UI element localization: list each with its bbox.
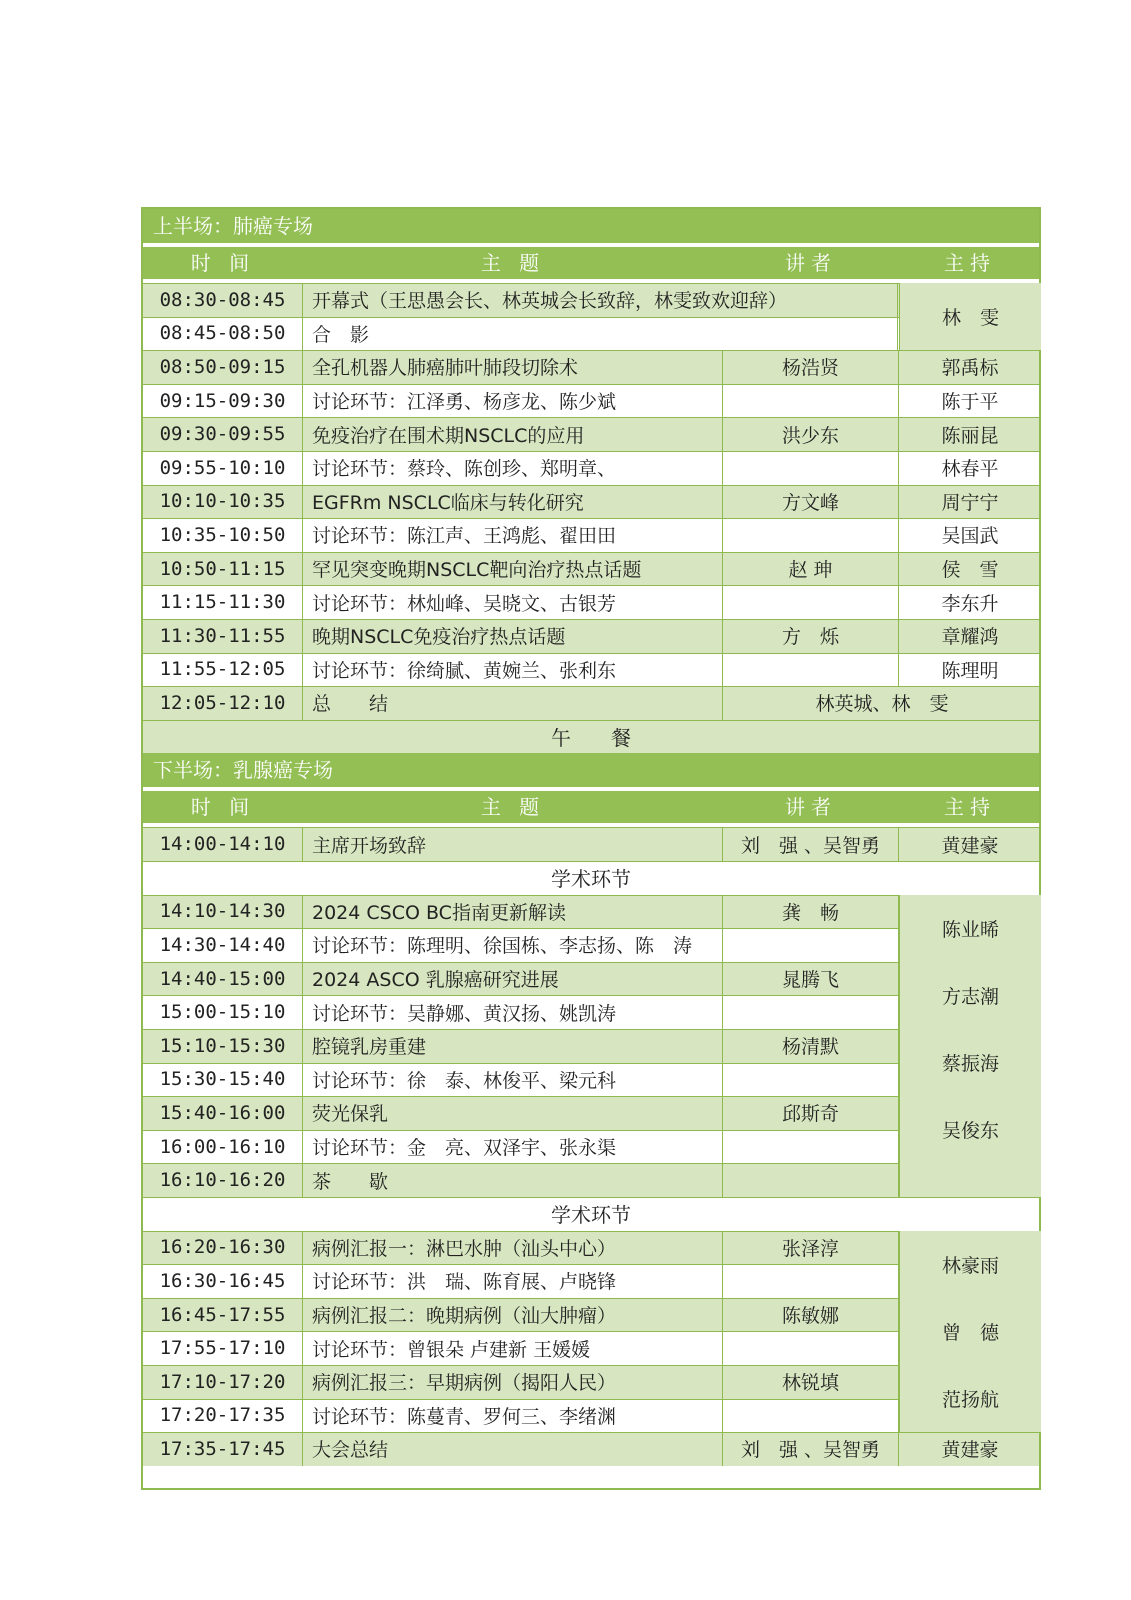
lunch-break: 午 餐 [143, 720, 1039, 754]
row-host: 陈丽昆 [941, 424, 999, 447]
row-time: 08:50-09:15 [143, 350, 303, 384]
row-speaker [723, 1264, 899, 1298]
row-divider [143, 485, 1039, 486]
row-topic: 讨论环节：蔡玲、陈创珍、郑明章、 [303, 451, 723, 485]
row-topic: 合 影 [303, 317, 898, 351]
row-time: 11:15-11:30 [143, 585, 303, 619]
row-speaker [723, 451, 899, 485]
host-block: 曾 德 [899, 1298, 1041, 1365]
row-speaker: 林英城、林 雯 [815, 693, 949, 716]
row-host: 周宁宁 [941, 491, 999, 514]
row-time: 11:30-11:55 [143, 619, 303, 653]
row-speaker: 张泽淳 [723, 1231, 899, 1265]
row-speaker [723, 1163, 899, 1197]
row-time: 09:15-09:30 [143, 384, 303, 418]
row-time: 14:30-14:40 [143, 928, 303, 962]
row-speaker: 杨浩贤 [723, 350, 899, 384]
row-time: 14:10-14:30 [143, 895, 303, 929]
row-topic: 荧光保乳 [303, 1096, 723, 1130]
row-speaker: 陈敏娜 [723, 1298, 899, 1332]
row-time: 16:20-16:30 [143, 1231, 303, 1265]
row-topic: 讨论环节：洪 瑞、陈育展、卢晓锋 [303, 1264, 723, 1298]
column-header-row [143, 247, 1039, 279]
row-divider [143, 451, 1039, 452]
row-topic: 总 结 [303, 686, 723, 720]
row-speaker: 洪少东 [723, 417, 899, 451]
column-header-row [143, 791, 1039, 823]
row-speaker [723, 1331, 899, 1365]
host-block: 蔡振海 [899, 1029, 1041, 1096]
row-time: 15:10-15:30 [143, 1029, 303, 1063]
row-time: 12:05-12:10 [143, 686, 303, 720]
row-divider [143, 1197, 1039, 1198]
row-speaker: 晁腾飞 [723, 962, 899, 996]
agenda-row [143, 686, 1039, 720]
row-speaker [723, 1399, 899, 1433]
row-speaker: 杨清默 [723, 1029, 899, 1063]
row-topic: 开幕式（王思愚会长、林英城会长致辞，林雯致欢迎辞） [303, 283, 898, 317]
row-topic: 讨论环节：陈江声、王鸿彪、翟田田 [303, 518, 723, 552]
row-time: 16:10-16:20 [143, 1163, 303, 1197]
row-topic: 讨论环节：徐绮腻、黄婉兰、张利东 [303, 653, 723, 687]
row-time: 11:55-12:05 [143, 653, 303, 687]
row-divider [143, 350, 1039, 351]
row-topic: 晚期NSCLC免疫治疗热点话题 [303, 619, 723, 653]
row-topic: 主席开场致辞 [303, 827, 723, 861]
host-block: 陈业晞 [899, 895, 1041, 962]
row-time: 10:50-11:15 [143, 552, 303, 586]
row-speaker [723, 384, 899, 418]
row-topic: 讨论环节：江泽勇、杨彦龙、陈少斌 [303, 384, 723, 418]
row-topic: 讨论环节：金 亮、双泽宇、张永渠 [303, 1130, 723, 1164]
row-divider [143, 720, 1039, 721]
column-time: 时 间 [190, 795, 256, 820]
row-topic: 腔镜乳房重建 [303, 1029, 723, 1063]
row-host: 陈于平 [941, 391, 999, 414]
agenda-row [143, 384, 1039, 418]
row-speaker: 刘 强 、吴智勇 [723, 827, 899, 861]
row-speaker: 方文峰 [723, 485, 899, 519]
row-time: 17:10-17:20 [143, 1365, 303, 1399]
row-time: 17:35-17:45 [143, 1432, 303, 1466]
row-host: 郭禹标 [941, 357, 999, 380]
host-block-empty [899, 1163, 1041, 1197]
row-time: 17:20-17:35 [143, 1399, 303, 1433]
row-speaker: 赵 珅 [723, 552, 899, 586]
row-speaker [723, 928, 899, 962]
row-time: 10:35-10:50 [143, 518, 303, 552]
row-topic: 病例汇报三：早期病例（揭阳人民） [303, 1365, 723, 1399]
row-time: 14:00-14:10 [143, 827, 303, 861]
host-block: 范扬航 [899, 1365, 1041, 1432]
row-topic: 讨论环节：吴静娜、黄汉扬、姚凯涛 [303, 995, 723, 1029]
row-host: 黄建豪 [941, 1439, 999, 1462]
agenda-row [143, 827, 1039, 861]
row-host: 黄建豪 [941, 834, 999, 857]
row-speaker [723, 1063, 899, 1097]
section-title: 上半场：肺癌专场 [143, 209, 1039, 243]
row-host: 李东升 [941, 592, 999, 615]
column-time: 时 间 [190, 251, 256, 275]
row-host: 吴国武 [941, 525, 999, 548]
row-speaker: 龚 畅 [723, 895, 899, 929]
row-topic: 2024 CSCO BC指南更新解读 [303, 895, 723, 929]
row-speaker: 林锐填 [723, 1365, 899, 1399]
column-host: 主持 [944, 251, 996, 275]
row-host: 陈理明 [941, 659, 999, 682]
row-topic: 讨论环节：陈蔓青、罗何三、李绪渊 [303, 1399, 723, 1433]
row-time: 09:30-09:55 [143, 417, 303, 451]
agenda-row [143, 518, 1039, 552]
column-host: 主持 [944, 795, 996, 820]
agenda-row [143, 451, 1039, 485]
row-time: 16:30-16:45 [143, 1264, 303, 1298]
row-speaker [723, 995, 899, 1029]
agenda-row [143, 1432, 1039, 1466]
row-time: 10:10-10:35 [143, 485, 303, 519]
row-speaker: 方 烁 [723, 619, 899, 653]
row-divider [143, 417, 1039, 418]
row-host: 侯 雪 [941, 559, 999, 582]
row-topic: 大会总结 [303, 1432, 723, 1466]
column-speaker: 讲者 [785, 251, 837, 275]
row-topic: EGFRm NSCLC临床与转化研究 [303, 485, 723, 519]
row-divider [143, 384, 1039, 385]
row-time: 17:55-17:10 [143, 1331, 303, 1365]
column-speaker: 讲者 [785, 795, 837, 820]
row-time: 14:40-15:00 [143, 962, 303, 996]
host-block: 林 雯 [899, 283, 1041, 350]
section-title: 下半场：乳腺癌专场 [143, 753, 1039, 787]
row-divider [143, 619, 1039, 620]
agenda-row [143, 619, 1039, 653]
row-divider [143, 552, 1039, 553]
row-host: 章耀鸿 [941, 626, 999, 649]
host-block: 方志潮 [899, 962, 1041, 1029]
row-topic: 讨论环节：曾银朵 卢建新 王媛媛 [303, 1331, 723, 1365]
agenda-row [143, 350, 1039, 384]
row-speaker [723, 1130, 899, 1164]
agenda-row [143, 552, 1039, 586]
row-topic: 病例汇报二：晚期病例（汕大肿瘤） [303, 1298, 723, 1332]
row-topic: 病例汇报一：淋巴水肿（汕头中心） [303, 1231, 723, 1265]
academic-section-label: 学术环节 [143, 861, 1039, 895]
row-time: 15:00-15:10 [143, 995, 303, 1029]
row-divider [143, 1432, 1039, 1433]
row-divider [143, 861, 1039, 862]
agenda-table [141, 207, 1041, 1490]
row-time: 15:40-16:00 [143, 1096, 303, 1130]
row-topic: 全孔机器人肺癌肺叶肺段切除术 [303, 350, 723, 384]
row-topic: 讨论环节：徐 泰、林俊平、梁元科 [303, 1063, 723, 1097]
row-topic: 罕见突变晚期NSCLC靶向治疗热点话题 [303, 552, 723, 586]
row-divider [143, 827, 1039, 828]
row-time: 09:55-10:10 [143, 451, 303, 485]
row-divider [143, 653, 1039, 654]
host-block: 林豪雨 [899, 1231, 1041, 1298]
row-time: 08:30-08:45 [143, 283, 303, 317]
row-divider [143, 518, 1039, 519]
agenda-row [143, 585, 1039, 619]
row-time: 16:00-16:10 [143, 1130, 303, 1164]
row-time: 15:30-15:40 [143, 1063, 303, 1097]
row-divider [143, 585, 1039, 586]
row-time: 16:45-17:55 [143, 1298, 303, 1332]
column-topic: 主 题 [480, 251, 546, 275]
academic-section-label: 学术环节 [143, 1197, 1039, 1231]
row-topic: 免疫治疗在围术期NSCLC的应用 [303, 417, 723, 451]
row-speaker: 邱斯奇 [723, 1096, 899, 1130]
agenda-row [143, 417, 1039, 451]
row-speaker [723, 518, 899, 552]
row-topic: 讨论环节：陈理明、徐国栋、李志扬、陈 涛 [303, 928, 723, 962]
row-host: 林春平 [941, 458, 999, 481]
row-topic: 讨论环节：林灿峰、吴晓文、古银芳 [303, 585, 723, 619]
row-speaker [723, 653, 899, 687]
row-topic: 2024 ASCO 乳腺癌研究进展 [303, 962, 723, 996]
column-topic: 主 题 [480, 795, 546, 820]
agenda-row [143, 653, 1039, 687]
host-block: 吴俊东 [899, 1096, 1041, 1163]
row-topic: 茶 歇 [303, 1163, 723, 1197]
row-speaker: 刘 强 、吴智勇 [723, 1432, 899, 1466]
row-speaker [723, 585, 899, 619]
agenda-row [143, 485, 1039, 519]
row-divider [143, 686, 1039, 687]
row-time: 08:45-08:50 [143, 317, 303, 351]
